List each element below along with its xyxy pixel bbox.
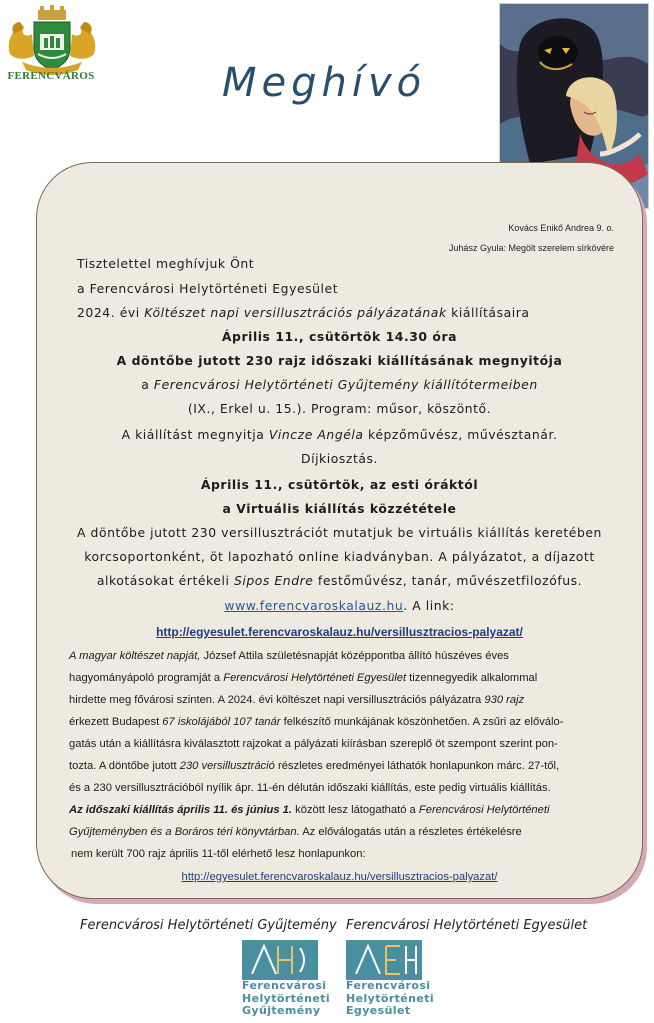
city-name: FERENCVÁROS (7, 70, 95, 82)
opener-prefix: A kiállítást megnyitja (121, 427, 269, 442)
details-text: érkezett Budapest (69, 716, 163, 728)
evaluator-line (37, 573, 642, 588)
event-year: 2024. évi (77, 305, 145, 320)
details-line-4 (69, 716, 563, 728)
details-text: között lesz látogatható a (292, 804, 419, 816)
event-line (77, 305, 530, 320)
details-text: Az előválogatás után a részletes értékelésre (299, 826, 522, 838)
address-line: (IX., Erkel u. 15.). Program: műsor, köszöntő. (187, 401, 492, 416)
details-line-6 (69, 760, 559, 772)
award-line: Díjkiosztás. (300, 451, 379, 466)
event-exhibitions: kiállításaira (446, 305, 530, 320)
opener-name: Vincze Angéla (268, 427, 364, 442)
artwork-caption-poem: Juhász Gyula: Megölt szerelem sírkövére (448, 243, 614, 253)
details-line-1 (69, 650, 509, 662)
website-suffix: . A link: (403, 598, 455, 613)
host-line: a Ferencvárosi Helytörténeti Egyesület (77, 281, 339, 296)
opener-line (37, 427, 642, 442)
details-drawing-count: 930 rajz (484, 694, 525, 706)
details-text: tozta. A döntőbe jutott (69, 760, 180, 772)
details-line-3 (69, 694, 524, 706)
details-poetry-day: A magyar költészet napját, (69, 650, 201, 662)
details-exhibition-dates: Az időszaki kiállítás április 11. és június 1. (69, 804, 293, 816)
logo-text-line: Egyesület (346, 1004, 411, 1017)
collection-logo-text (242, 980, 332, 1018)
contest-link-line (37, 625, 642, 639)
virtual-desc-1: A döntőbe jutott 230 versillusztrációt mutatjuk be virtuális kiállítás keretében (77, 525, 602, 540)
artwork-caption-author: Kovács Enikő Andrea 9. o. (508, 223, 614, 233)
details-text: felkészítő munkájának köszönhetően. A zsűri az előválo- (280, 716, 564, 728)
virtual-title: a Virtuális kiállítás közzététele (222, 501, 457, 516)
details-line-10: nem került 700 rajz április 11-től elérhető lesz honlapunkon: (71, 848, 366, 860)
logo-text-line: Ferencvárosi (242, 979, 327, 992)
logo-text-line: Helytörténeti (346, 991, 435, 1005)
details-venues: Gyűjteményben és a Boráros téri könyvtárban. (69, 826, 300, 838)
details-link-line (37, 871, 642, 883)
contest-link[interactable]: http://egyesulet.ferencvaroskalauz.hu/versillusztracios-palyazat/ (156, 625, 523, 639)
logo-text-line: Helytörténeti (242, 991, 331, 1005)
details-collection: Ferencvárosi Helytörténeti (418, 804, 550, 816)
venue-prefix: a (141, 377, 154, 392)
details-line-7: és a 230 versillusztrációból nyílik ápr. 11-én délután időszaki kiállítás, este pedig virtuális kiállítás. (69, 782, 551, 794)
details-text: hirdette meg fővárosi szinten. A 2024. évi költészet napi versillusztrációs pályázatra (69, 694, 485, 706)
venue-name: Ferencvárosi Helytörténeti Gyűjtemény kiállítótermeiben (153, 377, 538, 392)
details-school-count: 67 iskolájából 107 tanár (162, 716, 281, 728)
opening-title: A döntőbe jutott 230 rajz időszaki kiállításának megnyitója (116, 353, 563, 368)
details-text: részletes eredményei láthatók honlapunkon márc. 27-től, (274, 760, 560, 772)
details-line-8 (69, 804, 549, 816)
org-association-title: Ferencvárosi Helytörténeti Egyesület (346, 918, 588, 933)
details-line-2 (69, 672, 537, 684)
logo-text-line: Gyűjtemény (242, 1004, 321, 1017)
details-line-5: gatás után a kiállításra kiválasztott rajzokat a pályázati kiírásban szereplő öt szempont szerint pon- (69, 738, 558, 750)
venue-line (37, 377, 642, 392)
details-finalist-count: 230 versillusztráció (179, 760, 275, 772)
org-collection-title: Ferencvárosi Helytörténeti Gyűjtemény (80, 918, 337, 933)
virtual-date: Április 11., csütörtök, az esti óráktól (200, 477, 479, 492)
association-logo-text (346, 980, 436, 1018)
details-text: tizennegyedik alkalommal (406, 672, 538, 684)
details-text: hagyományápoló programját a (69, 672, 224, 684)
page-title: Meghívó (222, 60, 427, 106)
evaluator-role: festőművész, tanár, művészetfilozófus. (313, 573, 583, 588)
invitation-panel (36, 162, 643, 899)
virtual-desc-2: korcsoportonként, öt lapozható online kiadványban. A pályázatot, a díjazott (84, 549, 595, 564)
greeting-line: Tisztelettel meghívjuk Önt (77, 256, 255, 271)
details-text: József Attila születésnapját középpontba állító húszéves éves (200, 650, 509, 662)
logo-text-line: Ferencvárosi (346, 979, 431, 992)
opener-role: képzőművész, művésztanár. (363, 427, 558, 442)
opening-date: Április 11., csütörtök 14.30 óra (221, 329, 458, 344)
evaluator-prefix: alkotásokat értékeli (96, 573, 234, 588)
details-association: Ferencvárosi Helytörténeti Egyesület (223, 672, 407, 684)
details-line-9 (69, 826, 522, 838)
event-contest-name: Költészet napi versillusztrációs pályázatának (144, 305, 447, 320)
evaluator-name: Sipos Endre (233, 573, 314, 588)
website-line (37, 598, 642, 613)
website-link[interactable]: www.ferencvaroskalauz.hu (224, 598, 404, 613)
details-contest-link[interactable]: http://egyesulet.ferencvaroskalauz.hu/versillusztracios-palyazat/ (181, 871, 498, 883)
